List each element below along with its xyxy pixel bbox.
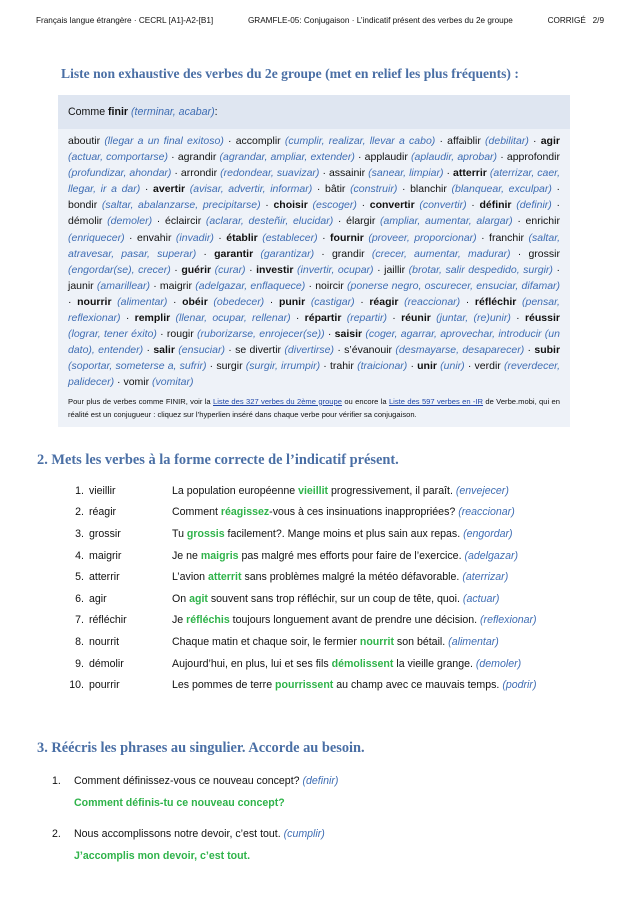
verb-name: agrandir bbox=[177, 151, 217, 164]
note-text-2: ou encore la bbox=[341, 396, 389, 406]
verb-entry bbox=[273, 199, 356, 211]
sentence-end: facilement?. Mange moins et plus sain aux repas. bbox=[224, 527, 464, 540]
verb-translation: (pensar, reflexionar) bbox=[68, 295, 560, 325]
translation: (reflexionar) bbox=[480, 614, 537, 627]
verb-name: atterrir bbox=[453, 167, 487, 180]
verb-entry bbox=[68, 280, 150, 292]
header-right: CORRIGÉ 2/9 bbox=[547, 16, 604, 25]
verb-translation: (redondear, suavizar) bbox=[220, 167, 320, 180]
row-sentence bbox=[172, 480, 537, 502]
exercise-3-question bbox=[52, 828, 325, 840]
exercise-row bbox=[50, 631, 537, 653]
verb-name: choisir bbox=[273, 199, 308, 212]
verb-entry bbox=[135, 312, 291, 324]
verb-translation: (definir) bbox=[516, 199, 552, 212]
row-number: 7. bbox=[75, 614, 84, 627]
verb-entry bbox=[401, 312, 511, 324]
exercise-3-answer: Comment définis-tu ce nouveau concept? bbox=[74, 797, 285, 809]
verb-translation: (convertir) bbox=[419, 199, 467, 212]
verb-name: envahir bbox=[137, 231, 172, 244]
row-sentence bbox=[172, 502, 537, 524]
question-number: 1. bbox=[52, 775, 61, 787]
box-head-translation: (terminar, acabar) bbox=[131, 106, 215, 118]
verb-name: maigrir bbox=[159, 279, 193, 292]
exercise-row bbox=[50, 674, 537, 696]
page-header bbox=[36, 16, 604, 25]
verb-name: enrichir bbox=[525, 215, 560, 228]
verb-name: arrondir bbox=[180, 167, 218, 180]
exercise-row bbox=[50, 566, 537, 588]
question-number: 2. bbox=[52, 828, 61, 840]
verb-translation: (invadir) bbox=[175, 231, 214, 244]
verb-translation: (unir) bbox=[440, 360, 465, 373]
box-head-prefix: Comme bbox=[68, 106, 109, 118]
section-3-title: 3. Réécris les phrases au singulier. Accorde au besoin. bbox=[37, 740, 365, 756]
verb-translation: (reverdecer, palidecer) bbox=[68, 360, 560, 389]
verb-name: répartir bbox=[304, 312, 342, 325]
verb-name: définir bbox=[479, 199, 512, 212]
verb-translation: (blanquear, exculpar) bbox=[451, 183, 552, 196]
verb-translation: (curar) bbox=[214, 263, 246, 276]
verb-entry bbox=[332, 248, 511, 260]
verb-entry bbox=[123, 376, 193, 388]
verb-entry bbox=[370, 199, 467, 211]
verb-translation: (enriquecer) bbox=[68, 231, 125, 244]
verb-translation: (engordar(se), crecer) bbox=[68, 263, 171, 276]
verb-name: guérir bbox=[181, 263, 212, 276]
link-597-verbes[interactable]: Liste des 597 verbes en -IR bbox=[388, 396, 484, 406]
verb-entry bbox=[417, 360, 465, 372]
row-sentence bbox=[172, 588, 537, 610]
verb-translation: (amarillear) bbox=[96, 279, 150, 292]
verb-translation: (ensuciar) bbox=[178, 344, 225, 357]
sentence-end: la vieille grange. bbox=[393, 657, 476, 670]
sentence-start: L’avion bbox=[172, 571, 208, 584]
sentence-start: Chaque matin et chaque soir, le fermier bbox=[172, 635, 360, 648]
sentence-start: Comment bbox=[172, 506, 221, 519]
verb-name: remplir bbox=[134, 312, 171, 325]
verb-list-box bbox=[58, 95, 570, 427]
row-verb: maigrir bbox=[89, 549, 122, 562]
verb-translation: (juntar, (re)unir) bbox=[436, 312, 511, 325]
verb-entry bbox=[346, 215, 512, 227]
verb-entry bbox=[181, 167, 320, 179]
verb-entry bbox=[167, 328, 325, 340]
translation: (alimentar) bbox=[448, 635, 499, 648]
question-text: Comment définissez-vous ce nouveau concept? bbox=[74, 775, 303, 787]
answer: nourrit bbox=[359, 635, 394, 648]
sentence-end: pas malgré mes efforts pour faire de l’exercice. bbox=[238, 549, 465, 562]
verb-name: bondir bbox=[68, 199, 98, 212]
verb-translation: (construir) bbox=[350, 183, 398, 196]
row-sentence bbox=[172, 674, 537, 696]
verb-name: établir bbox=[226, 231, 258, 244]
answer: réfléchis bbox=[186, 614, 230, 627]
verb-name: élargir bbox=[346, 215, 376, 228]
verb-translation: (soportar, someterse a, sufrir) bbox=[68, 360, 207, 373]
translation: (aterrizar) bbox=[462, 571, 509, 584]
verb-translation: (establecer) bbox=[262, 231, 318, 244]
row-sentence bbox=[172, 566, 537, 588]
sentence-start: Je bbox=[172, 614, 187, 627]
row-sentence bbox=[172, 545, 537, 567]
verb-entry bbox=[279, 296, 355, 308]
verb-name: éclaircir bbox=[165, 215, 202, 228]
exercise-row bbox=[50, 588, 537, 610]
verb-translation: (alimentar) bbox=[117, 295, 168, 308]
sentence-end: souvent sans trop réfléchir, sur un coup de tête, quoi. bbox=[207, 592, 463, 605]
sentence-start: Les pommes de terre bbox=[172, 679, 276, 692]
verb-translation: (adelgazar, enflaquece) bbox=[195, 279, 306, 292]
header-middle: GRAMFLE-05: Conjugaison · L’indicatif présent des verbes du 2e groupe bbox=[247, 16, 513, 25]
sentence-end: son bétail. bbox=[393, 635, 449, 648]
exercise-row bbox=[50, 610, 537, 632]
verb-name: réunir bbox=[401, 312, 431, 325]
verb-entry bbox=[369, 296, 460, 308]
verb-translation: (llenar, ocupar, rellenar) bbox=[175, 312, 291, 325]
verb-name: applaudir bbox=[364, 151, 408, 164]
verb-name: bâtir bbox=[324, 183, 346, 196]
row-sentence bbox=[172, 610, 537, 632]
translation: (engordar) bbox=[463, 527, 513, 540]
verb-name: blanchir bbox=[410, 183, 447, 196]
verb-list-note bbox=[68, 395, 560, 421]
row-verb: pourrir bbox=[89, 679, 120, 692]
exercise-3-answer: J’accomplis mon devoir, c’est tout. bbox=[74, 850, 251, 862]
row-sentence bbox=[172, 653, 537, 675]
verb-entry bbox=[365, 151, 497, 163]
sentence-end: toujours longuement avant de prendre une décision. bbox=[229, 614, 481, 627]
verb-translation: (saltar, atravesar, pasar, superar) bbox=[68, 231, 561, 260]
question-text: Nous accomplissons notre devoir, c’est tout. bbox=[74, 828, 284, 840]
verb-entry bbox=[216, 360, 320, 372]
verb-list-title: Liste non exhaustive des verbes du 2e groupe (met en relief les plus fréquents) : bbox=[61, 66, 519, 81]
row-verb: nourrit bbox=[89, 635, 120, 648]
verb-name: nourrir bbox=[77, 295, 112, 308]
verb-entry bbox=[68, 215, 152, 227]
verb-name: assainir bbox=[328, 167, 366, 180]
row-number: 10. bbox=[69, 679, 84, 692]
row-number: 4. bbox=[75, 549, 84, 562]
verb-entry bbox=[305, 312, 387, 324]
exercise-row bbox=[50, 502, 537, 524]
verb-translation: (aplaudir, aprobar) bbox=[411, 151, 498, 164]
verb-entry bbox=[235, 344, 334, 356]
verb-translation: (brotar, salir despedido, surgir) bbox=[408, 263, 553, 276]
verb-entry bbox=[329, 167, 444, 179]
verb-translation: (crecer, aumentar, madurar) bbox=[371, 247, 511, 260]
verb-name: noircir bbox=[315, 279, 344, 292]
verb-entry bbox=[153, 183, 312, 195]
verb-name: démolir bbox=[68, 215, 103, 228]
verb-name: grossir bbox=[528, 247, 560, 260]
answer: agit bbox=[189, 592, 208, 605]
verb-translation: (agrandar, ampliar, extender) bbox=[219, 151, 355, 164]
verb-name: franchir bbox=[489, 231, 525, 244]
verb-entry bbox=[68, 199, 261, 211]
verb-entry bbox=[77, 296, 167, 308]
verb-entry bbox=[330, 360, 407, 372]
verb-entry bbox=[68, 135, 224, 147]
verb-translation: (llegar a un final exitoso) bbox=[104, 135, 224, 147]
row-number: 8. bbox=[75, 635, 84, 648]
verb-name: vomir bbox=[123, 376, 150, 389]
sentence-end: sans problèmes malgré la météo défavorable. bbox=[241, 571, 463, 584]
verb-entry bbox=[479, 199, 551, 211]
row-number: 1. bbox=[75, 484, 84, 497]
sentence-end: progressivement, il paraît. bbox=[328, 484, 456, 497]
row-verb: réfléchir bbox=[89, 614, 127, 627]
answer: maigris bbox=[200, 549, 239, 562]
verb-translation: (saltar, abalanzarse, precipitarse) bbox=[101, 199, 261, 212]
verb-translation: (cumplir, realizar, llevar a cabo) bbox=[284, 135, 436, 147]
row-verb: atterrir bbox=[89, 571, 120, 584]
answer: vieillit bbox=[298, 484, 329, 497]
verb-entry bbox=[181, 264, 245, 276]
verb-translation: (castigar) bbox=[310, 295, 355, 308]
exercise-row bbox=[50, 480, 537, 502]
verb-translation: (ponerse negro, oscurecer, ensuciar, difamar) bbox=[347, 279, 561, 292]
translation: (podrir) bbox=[502, 679, 537, 692]
verb-entry bbox=[330, 232, 477, 244]
translation: (demoler) bbox=[475, 657, 522, 670]
answer: atterrit bbox=[207, 571, 242, 584]
verb-name: réfléchir bbox=[474, 295, 517, 308]
verb-entry bbox=[256, 264, 373, 276]
verb-entry bbox=[447, 135, 529, 147]
verb-translation: (ruborizarse, enrojecer(se)) bbox=[197, 328, 325, 341]
verb-entry bbox=[325, 183, 397, 195]
translation: (reaccionar) bbox=[458, 506, 515, 519]
verb-entry bbox=[137, 232, 214, 244]
verb-name: jaillir bbox=[384, 263, 406, 276]
verb-entry bbox=[344, 344, 524, 356]
row-verb: démolir bbox=[89, 657, 124, 670]
verb-entry bbox=[214, 248, 314, 260]
exercise-row bbox=[50, 523, 537, 545]
translation: (envejecer) bbox=[455, 484, 509, 497]
verb-translation: (demoler) bbox=[107, 215, 153, 228]
sentence-start: Je ne bbox=[172, 549, 201, 562]
exercise-row bbox=[50, 653, 537, 675]
verb-name: convertir bbox=[369, 199, 415, 212]
verb-name: affaiblir bbox=[447, 135, 481, 147]
row-sentence bbox=[172, 631, 537, 653]
verb-name: approfondir bbox=[506, 151, 560, 164]
answer: réagissez bbox=[220, 506, 270, 519]
verb-entry bbox=[153, 344, 225, 356]
verb-list: aboutir (llegar a un final exitoso) · accomplir (cumplir, realizar, llevar a cabo) · affaiblir (debilitar) · agir (actuar, comportarse) · agrandir (agrandar, ampliar, extender) · applaudir (aplaudir, aprobar) · approfondir (profundizar, ahondar) · arrondir (redondear, suavizar) · assainir (sanear, limpiar) · atterrir (aterrizar, caer, llegar, ir a dar) · avertir (avisar, advertir, informar) · bâtir (construir) · blanchir (blanquear, exculpar) · bondir (saltar, abalanzarse, precipitarse) · choisir (escoger) · convertir (convertir) · définir (definir) · démolir (demoler) · éclaircir (aclarar, desteñir, elucidar) · élargir (ampliar, aumentar, alargar) · enrichir (enriquecer) · envahir (invadir) · établir (establecer) · fournir (proveer, proporcionar) · franchir (saltar, atravesar, pasar, superar) · garantir (garantizar) · grandir (crecer, aumentar, madurar) · grossir (engordar(se), crecer) · guérir (curar) · investir (invertir, ocupar) · jaillir (brotar, salir despedido, surgir) · jaunir (amarillear) · maigrir (adelgazar, enflaquece) · noircir (ponerse negro, oscurecer, ensuciar, difamar) · nourrir (alimentar) · obéir (obedecer) · punir (castigar) · réagir (reaccionar) · réfléchir (pensar, reflexionar) · remplir (llenar, ocupar, rellenar) · répartir (repartir) · réunir (juntar, (re)unir) · réussir (lograr, tener éxito) · rougir (ruborizarse, enrojecer(se)) · saisir (coger, agarrar, aprovechar, introducir (un dato), entender) · salir (ensuciar) · se divertir (divertirse) · s’évanouir (desmayarse, desaparecer) · subir (soportar, someterse a, sufrir) · surgir (surgir, irrumpir) · trahir (traicionar) · unir (unir) · verdir (reverdecer, palidecer) · vomir (vomitar) bbox=[68, 135, 561, 389]
row-sentence bbox=[172, 523, 537, 545]
verb-name: surgir bbox=[216, 360, 243, 373]
sentence-end: au champ avec ce mauvais temps. bbox=[333, 679, 503, 692]
sentence-start: On bbox=[172, 592, 190, 605]
verb-name: salir bbox=[153, 344, 175, 357]
verb-name: réussir bbox=[524, 312, 560, 325]
sentence-start: Tu bbox=[172, 527, 187, 540]
verb-name: grandir bbox=[331, 247, 365, 260]
verb-translation: (escoger) bbox=[312, 199, 357, 212]
verb-translation: (reaccionar) bbox=[404, 295, 461, 308]
verb-translation: (proveer, proporcionar) bbox=[368, 231, 477, 244]
verb-entry bbox=[160, 280, 305, 292]
box-head-verb: finir bbox=[108, 106, 129, 118]
verb-translation: (actuar, comportarse) bbox=[68, 151, 169, 164]
exercise-2-table bbox=[50, 480, 537, 696]
verb-entry bbox=[226, 232, 317, 244]
verb-translation: (lograr, tener éxito) bbox=[68, 328, 157, 341]
verb-translation: (sanear, limpiar) bbox=[368, 167, 444, 180]
verb-name: unir bbox=[417, 360, 437, 373]
verb-translation: (invertir, ocupar) bbox=[297, 263, 374, 276]
verb-translation: (aclarar, desteñir, elucidar) bbox=[205, 215, 334, 228]
verb-entry bbox=[315, 280, 560, 292]
verb-name: investir bbox=[256, 263, 294, 276]
verb-entry bbox=[165, 215, 333, 227]
verb-translation: (profundizar, ahondar) bbox=[68, 167, 172, 180]
verb-translation: (aterrizar, caer, llegar, ir a dar) bbox=[68, 167, 561, 196]
verb-name: verdir bbox=[474, 360, 501, 373]
verb-translation: (ampliar, aumentar, alargar) bbox=[380, 215, 513, 228]
link-327-verbes[interactable]: Liste des 327 verbes du 2ème groupe bbox=[213, 396, 342, 406]
verb-translation: (debilitar) bbox=[485, 135, 529, 147]
translation: (actuar) bbox=[462, 592, 500, 605]
row-number: 6. bbox=[75, 592, 84, 605]
verb-translation: (surgir, irrumpir) bbox=[245, 360, 321, 373]
verb-name: jaunir bbox=[68, 279, 94, 292]
exercise-row bbox=[50, 545, 537, 567]
note-text-3: de Verbe.mobi, qui en réalité est un conjugueur : cliquez sur l’hyperlien inséré dans chaque verbe pour vérifier sa conjugaison. bbox=[68, 396, 560, 419]
row-verb: grossir bbox=[89, 527, 121, 540]
row-number: 5. bbox=[75, 571, 84, 584]
sentence-start: La population européenne bbox=[172, 484, 299, 497]
verb-name: s’évanouir bbox=[344, 344, 393, 357]
verb-translation: (garantizar) bbox=[260, 247, 315, 260]
exercise-3-question bbox=[52, 775, 338, 787]
question-translation: (definir) bbox=[302, 775, 339, 787]
note-text-1: Pour plus de verbes comme FINIR, voir la bbox=[68, 396, 214, 406]
row-verb: agir bbox=[89, 592, 107, 605]
verb-entry bbox=[410, 183, 552, 195]
verb-name: réagir bbox=[369, 295, 399, 308]
verb-list-box-header bbox=[58, 95, 570, 129]
verb-name: aboutir bbox=[68, 135, 101, 147]
verb-translation: (coger, agarrar, aprovechar, introducir (un dato), entender) bbox=[68, 328, 560, 357]
verb-name: saisir bbox=[334, 328, 363, 341]
answer: pourrissent bbox=[275, 679, 334, 692]
verb-name: trahir bbox=[329, 360, 354, 373]
verb-name: se divertir bbox=[235, 344, 282, 357]
row-number: 9. bbox=[75, 657, 84, 670]
verb-translation: (obedecer) bbox=[213, 295, 265, 308]
verb-name: subir bbox=[534, 344, 561, 357]
row-number: 2. bbox=[75, 506, 84, 519]
verb-entry bbox=[236, 135, 436, 147]
section-2-title: 2. Mets les verbes à la forme correcte de l’indicatif présent. bbox=[37, 452, 399, 468]
verb-entry bbox=[182, 296, 264, 308]
question-translation: (cumplir) bbox=[283, 828, 325, 840]
verb-name: accomplir bbox=[235, 135, 281, 147]
verb-name: obéir bbox=[182, 295, 208, 308]
sentence-start: Aujourd’hui, en plus, lui et ses fils bbox=[172, 657, 332, 670]
verb-translation: (vomitar) bbox=[152, 376, 194, 389]
verb-name: punir bbox=[278, 295, 306, 308]
sentence-end: -vous à ces insinuations inappropriées? bbox=[269, 506, 459, 519]
row-verb: réagir bbox=[89, 506, 117, 519]
verb-list-box-body bbox=[58, 129, 570, 427]
verb-name: garantir bbox=[214, 247, 254, 260]
verb-translation: (repartir) bbox=[346, 312, 387, 325]
verb-translation: (traicionar) bbox=[357, 360, 408, 373]
answer: démolissent bbox=[331, 657, 394, 670]
verb-name: avertir bbox=[153, 183, 186, 196]
box-head-suffix: : bbox=[214, 106, 218, 118]
verb-name: rougir bbox=[166, 328, 194, 341]
verb-name: agir bbox=[540, 135, 560, 147]
row-number: 3. bbox=[75, 527, 84, 540]
verb-translation: (desmayarse, desaparecer) bbox=[395, 344, 525, 357]
row-verb: vieillir bbox=[89, 484, 116, 497]
translation: (adelgazar) bbox=[464, 549, 519, 562]
header-left: Français langue étrangère · CECRL [A1]-A2-[B1] bbox=[36, 16, 214, 25]
answer: grossis bbox=[186, 527, 225, 540]
verb-translation: (divertirse) bbox=[284, 344, 334, 357]
verb-translation: (avisar, advertir, informar) bbox=[189, 183, 313, 196]
verb-entry bbox=[384, 264, 553, 276]
verb-entry bbox=[178, 151, 355, 163]
verb-name: fournir bbox=[330, 231, 364, 244]
